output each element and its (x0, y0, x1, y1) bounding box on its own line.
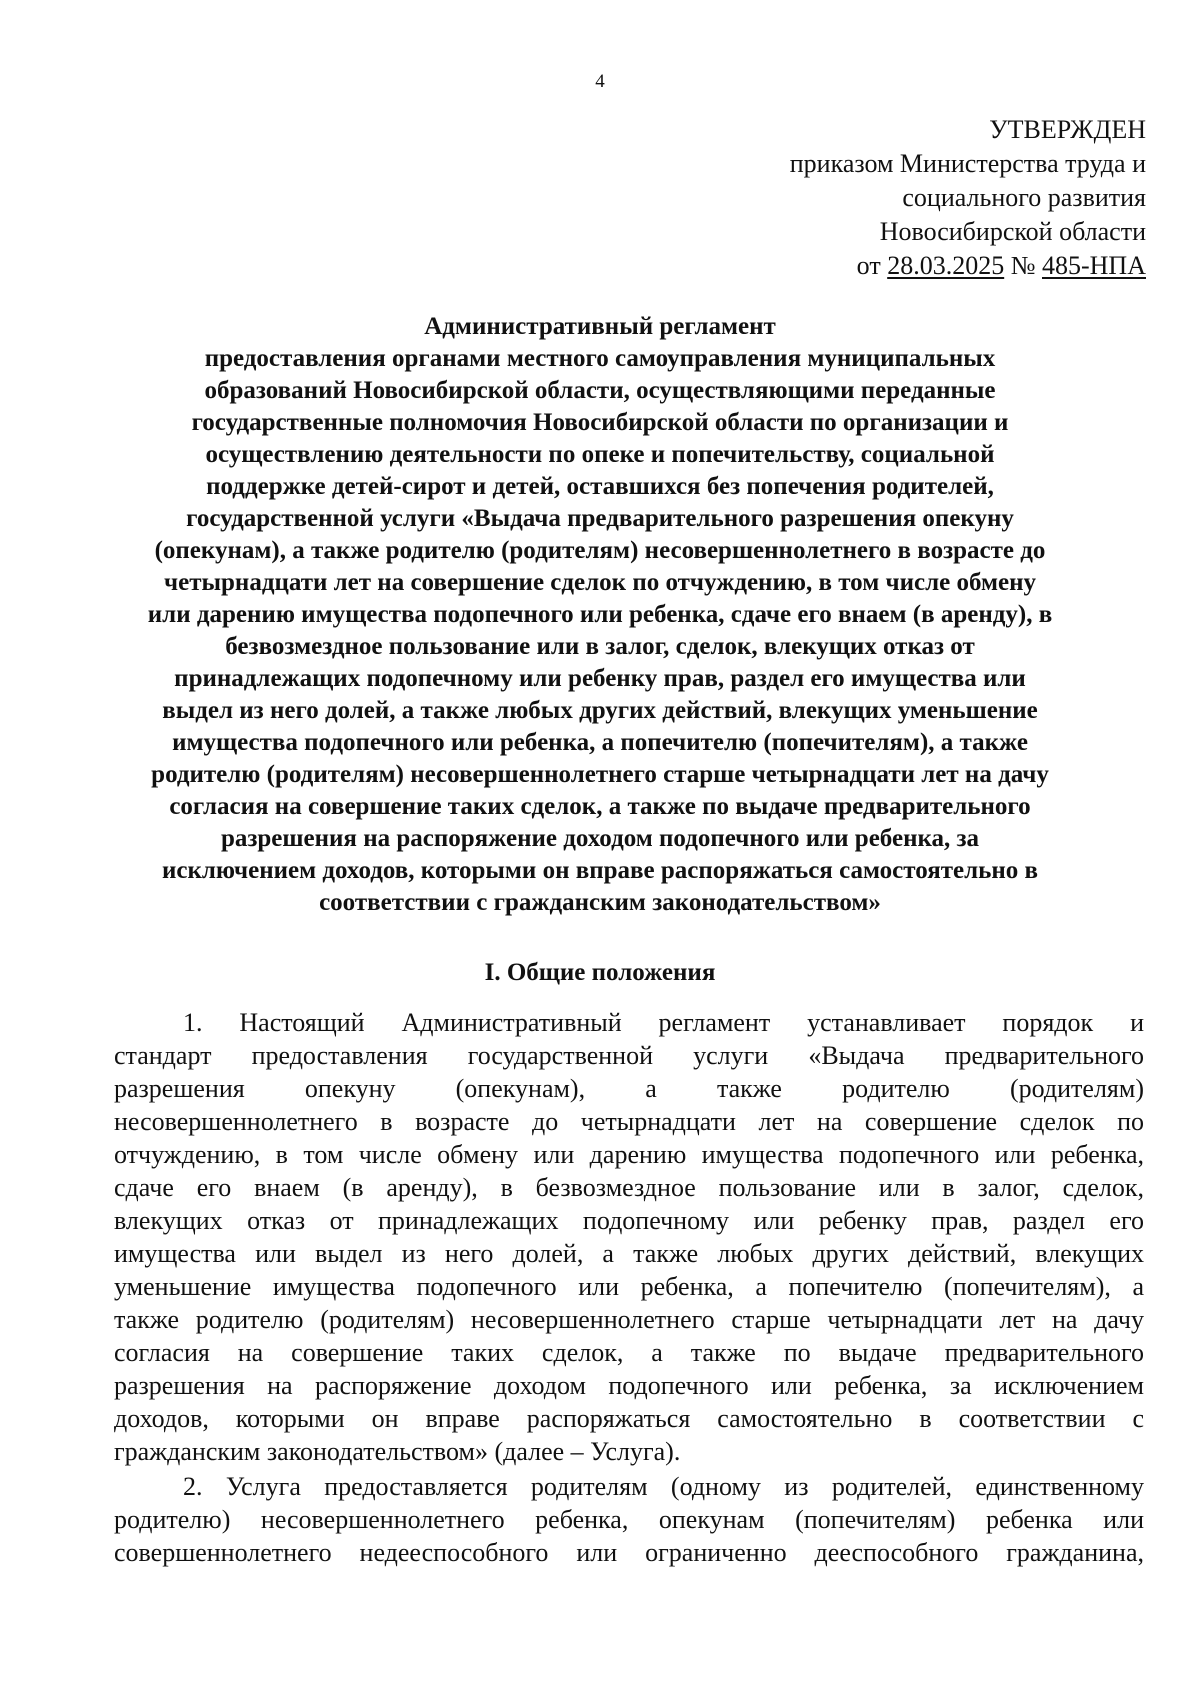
approval-line: приказом Министерства труда и (789, 149, 1146, 178)
paragraph-line: несовершеннолетнего в возрасте до четырнадцати лет на совершение сделок по (114, 1107, 1144, 1136)
title-line: образований Новосибирской области, осуществляющими переданные (204, 377, 996, 404)
paragraph-line: 2. Услуга предоставляется родителям (одному из родителей, единственному (183, 1472, 1144, 1501)
title-line: или дарению имущества подопечного или ребенка, сдаче его внаем (в аренду), в (147, 601, 1053, 628)
paragraph-line: согласия на совершение таких сделок, а также по выдаче предварительного (114, 1338, 1144, 1367)
approval-date: 28.03.2025 (887, 251, 1005, 280)
title-line: разрешения на распоряжение доходом подопечного или ребенка, за (220, 825, 980, 852)
approval-heading: УТВЕРЖДЕН (989, 115, 1146, 144)
title-line: государственные полномочия Новосибирской области по организации и (191, 409, 1009, 436)
title-line: исключением доходов, которыми он вправе распоряжаться самостоятельно в (161, 857, 1039, 884)
document-body (114, 1006, 1144, 1569)
approval-date-prefix: от (856, 251, 888, 280)
title-line: четырнадцати лет на совершение сделок по отчуждению, в том числе обмену (164, 569, 1036, 596)
title-line: (опекунам), а также родителю (родителям) несовершеннолетнего в возрасте до (154, 537, 1046, 564)
title-heading: Административный регламент (424, 313, 776, 340)
paragraph-line: отчуждению, в том числе обмену или дарению имущества подопечного или ребенка, (114, 1140, 1144, 1169)
approval-date-line (790, 249, 1146, 283)
approval-line: Новосибирской области (879, 217, 1146, 246)
title-line: поддержке детей-сирот и детей, оставшихся без попечения родителей, (206, 473, 994, 500)
paragraph (114, 1470, 1144, 1569)
title-line: государственной услуги «Выдача предварительного разрешения опекуну (186, 505, 1014, 532)
approval-number: 485-НПА (1042, 251, 1146, 280)
title-line: безвозмездное пользование или в залог, сделок, влекущих отказ от (225, 633, 975, 660)
title-line: предоставления органами местного самоуправления муниципальных (204, 345, 996, 372)
title-line: выдел из него долей, а также любых других действий, влекущих уменьшение (162, 697, 1038, 724)
paragraph-line: имущества или выдел из него долей, а также любых других действий, влекущих (114, 1239, 1144, 1268)
section-heading: I. Общие положения (484, 959, 716, 986)
paragraph-line: доходов, которыми он вправе распоряжаться самостоятельно в соответствии с (114, 1404, 1144, 1433)
title-line: имущества подопечного или ребенка, а попечителю (попечителям), а также (172, 729, 1028, 756)
paragraph-line: разрешения опекуну (опекунам), а также родителю (родителям) (114, 1074, 1144, 1103)
title-line: родителю (родителям) несовершеннолетнего старше четырнадцати лет на дачу (151, 761, 1049, 788)
paragraph-line: влекущих отказ от принадлежащих подопечному или ребенку прав, раздел его (114, 1206, 1144, 1235)
paragraph-line: гражданским законодательством» (далее – Услуга). (114, 1437, 681, 1466)
paragraph-line: сдаче его внаем (в аренду), в безвозмездное пользование или в залог, сделок, (114, 1173, 1144, 1202)
title-line: согласия на совершение таких сделок, а также по выдаче предварительного (169, 793, 1031, 820)
paragraph-line: стандарт предоставления государственной услуги «Выдача предварительного (114, 1041, 1144, 1070)
title-line: соответствии с гражданским законодательством» (319, 889, 881, 916)
page-number: 4 (595, 71, 605, 92)
paragraph-line: совершеннолетнего недееспособного или ограниченно дееспособного гражданина, (114, 1538, 1144, 1567)
paragraph-line: уменьшение имущества подопечного или ребенка, а попечителю (попечителям), а (114, 1272, 1144, 1301)
paragraph (114, 1006, 1144, 1468)
approval-line: социального развития (902, 183, 1146, 212)
paragraph-line: 1. Настоящий Административный регламент устанавливает порядок и (183, 1008, 1144, 1037)
approval-stamp (790, 113, 1146, 283)
paragraph-line: также родителю (родителям) несовершеннолетнего старше четырнадцати лет на дачу (114, 1305, 1144, 1334)
approval-number-prefix: № (1004, 251, 1042, 280)
paragraph-line: родителю) несовершеннолетнего ребенка, опекунам (попечителям) ребенка или (114, 1505, 1144, 1534)
title-line: осуществлению деятельности по опеке и попечительству, социальной (205, 441, 995, 468)
paragraph-line: разрешения на распоряжение доходом подопечного или ребенка, за исключением (114, 1371, 1144, 1400)
title-line: принадлежащих подопечному или ребенку прав, раздел его имущества или (174, 665, 1026, 692)
document-title (80, 311, 1120, 919)
